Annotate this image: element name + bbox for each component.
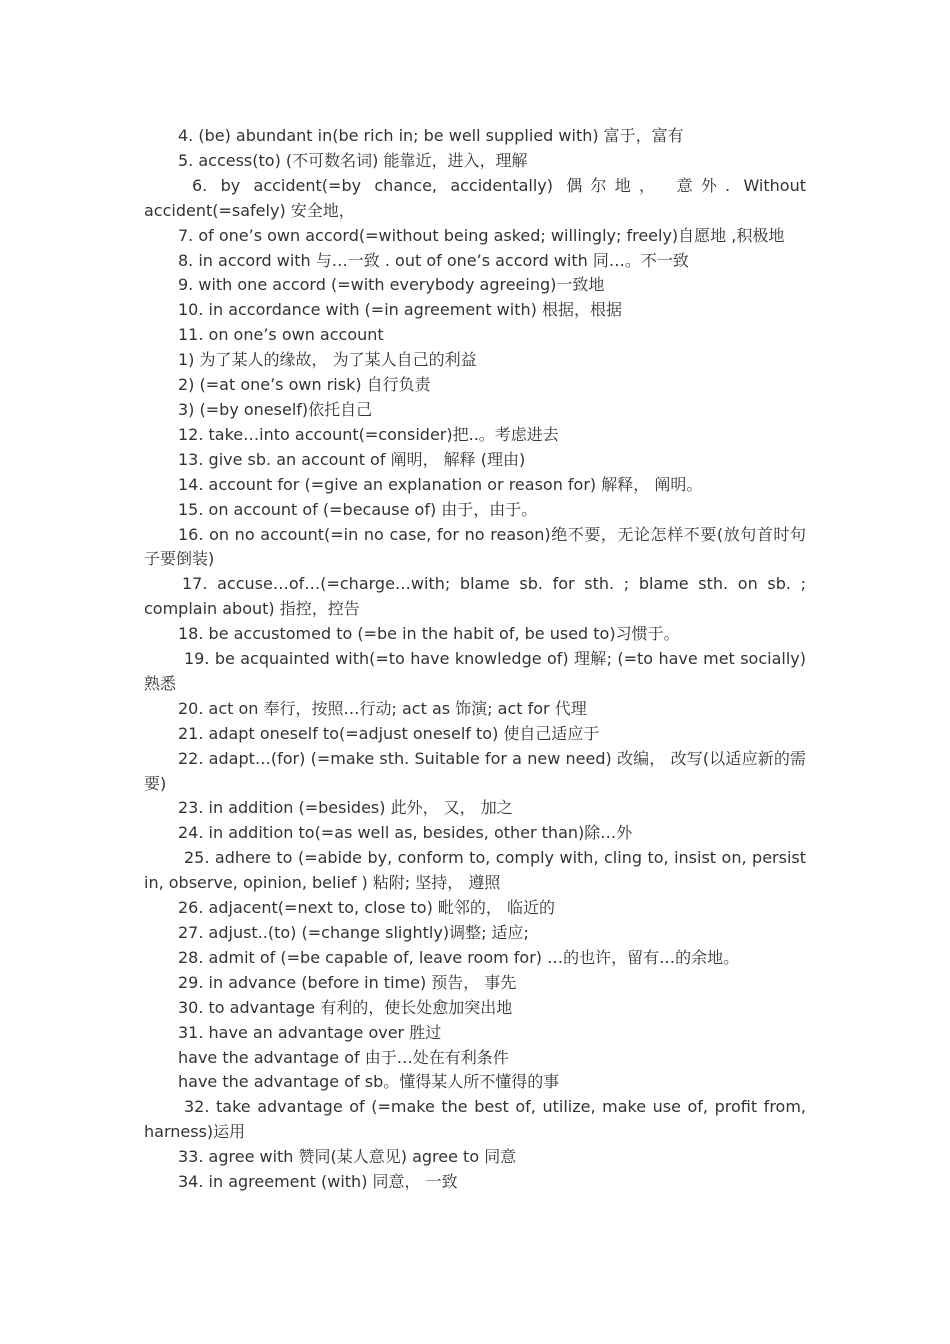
entry-5: 5. access(to) (不可数名词) 能靠近，进入，理解 xyxy=(178,150,528,170)
entry-10: 10. in accordance with (=in agreement with) 根据，根据 xyxy=(178,300,622,320)
entry-23: 23. in addition (=besides) 此外， 又， 加之 xyxy=(178,798,513,818)
entry-33: 33. agree with 赞同(某人意见) agree to 同意 xyxy=(178,1147,517,1167)
entry-29: 29. in advance (before in time) 预告， 事先 xyxy=(178,972,517,992)
entry-32: 32. take advantage of (=make the best of, utilize, make use of, profit from, harness)运用 xyxy=(144,1097,806,1142)
entry-17: 17. accuse…of…(=charge…with; blame sb. for sth. ; blame sth. on sb. ; complain about) 指控，控告 xyxy=(144,574,806,619)
entry-31: 31. have an advantage over 胜过 xyxy=(178,1022,442,1042)
entry-11-sub-1: 1) 为了某人的缘故， 为了某人自己的利益 xyxy=(178,350,477,370)
entry-27: 27. adjust..(to) (=change slightly)调整; 适应; xyxy=(178,923,529,942)
entry-4: 4. (be) abundant in(be rich in; be well supplied with) 富于，富有 xyxy=(178,126,684,145)
entry-34: 34. in agreement (with) 同意， 一致 xyxy=(178,1172,458,1192)
entry-25: 25. adhere to (=abide by, conform to, comply with, cling to, insist on, persist in, observe, opinion, belief ) 粘附; 坚持， 遵照 xyxy=(144,848,806,893)
entry-11-sub-3: 3) (=by oneself)依托自己 xyxy=(178,399,373,419)
entry-22: 22. adapt…(for) (=make sth. Suitable for a new need) 改编， 改写(以适应新的需要) xyxy=(144,748,806,793)
entry-11: 11. on one’s own account xyxy=(178,325,384,345)
entry-16: 16. on no account(=in no case, for no reason)绝不要，无论怎样不要(放句首时句子要倒装) xyxy=(144,524,806,569)
entry-28: 28. admit of (=be capable of, leave room for) …的也许，留有…的余地。 xyxy=(178,947,740,967)
entry-24: 24. in addition to(=as well as, besides, other than)除…外 xyxy=(178,823,633,843)
entry-31-sub-b: have the advantage of sb。懂得某人所不懂得的事 xyxy=(178,1072,560,1092)
entry-18: 18. be accustomed to (=be in the habit of, be used to)习惯于。 xyxy=(178,624,680,644)
entry-11-sub-2: 2) (=at one’s own risk) 自行负责 xyxy=(178,375,431,395)
entry-7: 7. of one’s own accord(=without being asked; willingly; freely)自愿地 ,积极地 xyxy=(178,225,785,245)
entry-19: 19. be acquainted with(=to have knowledge of) 理解; (=to have met socially) 熟悉 xyxy=(144,649,806,693)
entry-20: 20. act on 奉行，按照…行动; act as 饰演; act for 代理 xyxy=(178,698,587,718)
entry-14: 14. account for (=give an explanation or reason for) 解释， 阐明。 xyxy=(178,474,703,494)
entry-26: 26. adjacent(=next to, close to) 毗邻的， 临近的 xyxy=(178,898,555,918)
entry-6: 6. by accident(=by chance, accidentally) 偶尔地， 意外. Without accident(=safely) 安全地， xyxy=(144,175,806,220)
entry-9: 9. with one accord (=with everybody agreeing)一致地 xyxy=(178,275,605,295)
entry-21: 21. adapt oneself to(=adjust oneself to) 使自己适应于 xyxy=(178,723,600,743)
entry-13: 13. give sb. an account of 阐明， 解释 (理由) xyxy=(178,449,526,469)
entry-8: 8. in accord with 与…一致 . out of one’s accord with 同…。不一致 xyxy=(178,250,689,270)
entry-15: 15. on account of (=because of) 由于，由于。 xyxy=(178,499,538,519)
document-body xyxy=(144,124,806,1195)
entry-31-sub-a: have the advantage of 由于…处在有利条件 xyxy=(178,1047,509,1067)
entry-30: 30. to advantage 有利的，使长处愈加突出地 xyxy=(178,997,513,1017)
entry-12: 12. take…into account(=consider)把..。考虑进去 xyxy=(178,424,559,444)
